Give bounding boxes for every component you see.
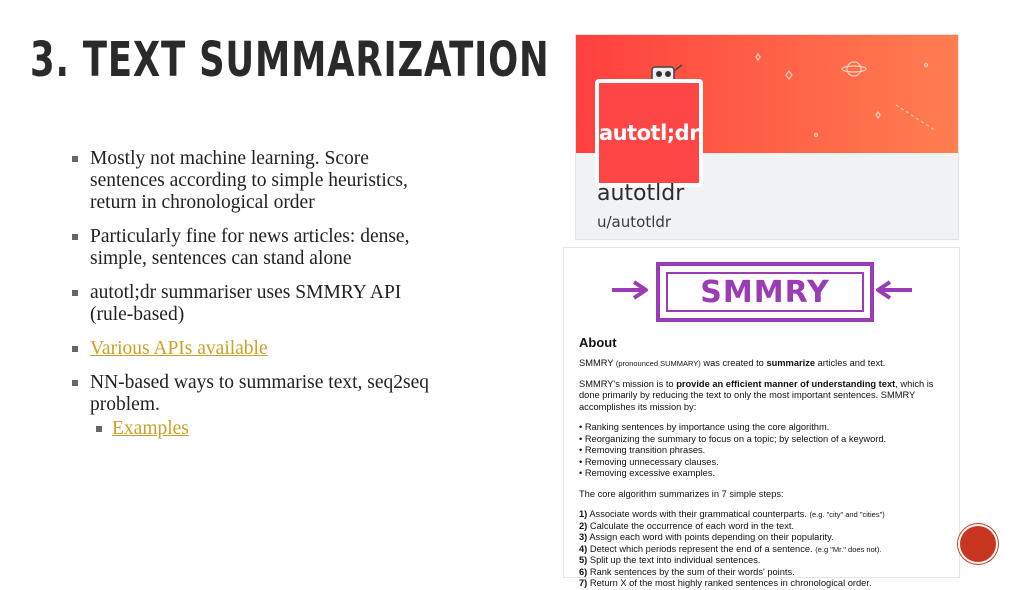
- step-number: 5): [579, 555, 588, 565]
- arrow-left-icon: [874, 280, 914, 300]
- about-heading: About: [579, 335, 617, 350]
- step-item: [579, 567, 949, 579]
- bullet-item: [72, 282, 442, 326]
- step-text: Associate words with their grammatical counterparts.: [589, 509, 807, 519]
- bullet-item: [72, 338, 442, 360]
- list-item: • Removing unnecessary clauses.: [579, 456, 719, 467]
- text-run: (pronounced SUMMARY): [615, 359, 701, 368]
- step-number: 6): [579, 566, 588, 577]
- arrow-right-icon: [610, 280, 650, 300]
- smmry-logo: [656, 262, 874, 322]
- step-item: [579, 532, 949, 544]
- bullet-text: autotl;dr summariser uses SMMRY API (rule-based): [90, 282, 402, 325]
- star-icon: [876, 112, 880, 118]
- smmry-body: [579, 358, 949, 590]
- text-run: provide an efficient manner of understanding text: [676, 378, 896, 389]
- list-item: • Ranking sentences by importance using the core algorithm.: [579, 422, 830, 432]
- text-run: summarize: [766, 358, 816, 368]
- sub-bullet-item: [90, 418, 442, 440]
- step-number: 3): [579, 532, 588, 542]
- step-number: 2): [579, 520, 588, 531]
- text-run: , which is done primarily by reducing the text to only the most important sentences. SMMRY accomplishes its mission by:: [579, 378, 934, 412]
- bullet-item: [72, 148, 442, 214]
- sub-bullet-list: [90, 418, 442, 440]
- various-apis-link[interactable]: Various APIs available: [90, 338, 268, 359]
- smmry-about-panel: [563, 247, 960, 588]
- text-run: was created to: [703, 358, 764, 368]
- bullet-list: [72, 148, 442, 452]
- step-text: Assign each word with points depending on their popularity.: [589, 532, 834, 542]
- text-run: SMMRY's mission is to: [579, 378, 674, 389]
- step-number: 7): [579, 578, 588, 588]
- smmry-logo-text: SMMRY: [666, 272, 864, 312]
- text-run: articles and text.: [817, 358, 886, 368]
- step-text: Calculate the occurrence of each word in the text.: [589, 520, 795, 531]
- profile-name: autotldr: [597, 181, 685, 206]
- step-item: [579, 544, 949, 556]
- step-item: [579, 521, 949, 533]
- comet-trail: [896, 105, 936, 131]
- step-note: (e.g. "city" and "cities"): [809, 510, 885, 519]
- bullet-text: NN-based ways to summarise text, seq2seq problem.: [90, 372, 430, 415]
- intro-paragraph: [579, 358, 949, 370]
- step-text: Split up the text into individual sentences.: [589, 555, 761, 565]
- planet-icon: [847, 62, 861, 76]
- star-icon: [756, 54, 760, 60]
- steps-list: [579, 509, 949, 590]
- steps-intro: The core algorithm summarizes in 7 simple steps:: [579, 488, 784, 499]
- list-item: • Removing transition phrases.: [579, 445, 706, 455]
- step-note: (e.g "Mr." does not).: [815, 544, 882, 554]
- bullet-item: [72, 372, 442, 440]
- step-item: [579, 509, 949, 521]
- star-dot: [815, 134, 818, 137]
- step-item: [579, 578, 949, 590]
- bullet-text: Particularly fine for news articles: dense, simple, sentences can stand alone: [90, 226, 410, 269]
- star-dot: [925, 64, 928, 67]
- slide-title: 3. TEXT SUMMARIZATION: [30, 32, 550, 88]
- square-bullet-icon: [72, 156, 78, 162]
- square-bullet-icon: [72, 380, 78, 386]
- autotldr-avatar[interactable]: [595, 79, 703, 187]
- planet-ring: [842, 66, 866, 72]
- square-bullet-icon: [72, 290, 78, 296]
- star-icon: [786, 71, 792, 79]
- autotldr-profile-card: [575, 34, 959, 240]
- square-bullet-icon: [72, 346, 78, 352]
- list-item: • Removing excessive examples.: [579, 468, 716, 478]
- examples-link[interactable]: Examples: [112, 418, 189, 439]
- step-text: Rank sentences by the sum of their words' points.: [589, 566, 795, 577]
- step-number: 4): [579, 543, 588, 554]
- bullet-text: Mostly not machine learning. Score sentences according to simple heuristics, return in chronological order: [90, 148, 408, 213]
- profile-username: u/autotldr: [597, 213, 672, 231]
- step-text: Return X of the most highly ranked sentences in chronological order.: [589, 578, 872, 588]
- bullet-item: [72, 226, 442, 270]
- list-item: • Reorganizing the summary to focus on a topic; by selection of a keyword.: [579, 433, 887, 444]
- step-number: 1): [579, 509, 588, 519]
- smmry-logo-row: [564, 258, 959, 328]
- text-run: SMMRY: [579, 358, 614, 368]
- avatar-logo-text: autotl;dr: [598, 121, 700, 145]
- square-bullet-icon: [96, 426, 102, 432]
- step-item: [579, 555, 949, 567]
- mission-list: [579, 422, 949, 480]
- square-bullet-icon: [72, 234, 78, 240]
- step-text: Detect which periods represent the end of a sentence.: [589, 543, 813, 554]
- mission-paragraph: [579, 379, 949, 414]
- slide-number-badge: [958, 524, 998, 564]
